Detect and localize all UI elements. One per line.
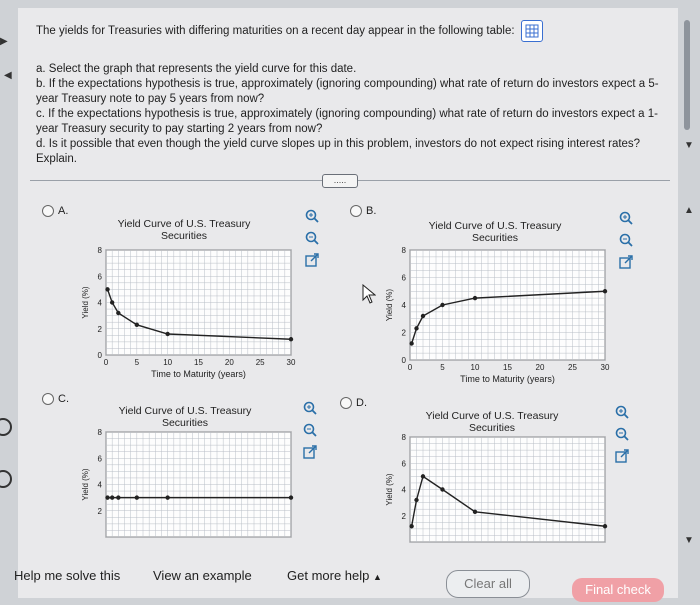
- view-example-link[interactable]: View an example: [153, 568, 252, 583]
- data-point: [289, 495, 293, 499]
- question-intro: The yields for Treasuries with differing maturities on a recent day appear in the following table:: [36, 24, 515, 37]
- data-point: [440, 303, 444, 307]
- y-tick-label: 6: [401, 273, 406, 283]
- data-point: [165, 332, 169, 336]
- zoom-in-icon[interactable]: [302, 400, 318, 416]
- question-part-d: d. Is it possible that even though the yield curve slopes up in this problem, investors do not expect rising interest rates? Explain.: [36, 138, 641, 165]
- data-point: [473, 296, 477, 300]
- chart-b-tools: [618, 210, 634, 270]
- zoom-in-icon[interactable]: [614, 404, 630, 420]
- data-point: [105, 495, 109, 499]
- data-point: [473, 510, 477, 514]
- chart-a-tools: [304, 208, 320, 268]
- scroll-up-icon[interactable]: ▲: [684, 205, 694, 216]
- y-axis-label: Yield (%): [385, 473, 394, 506]
- y-tick-label: 2: [97, 506, 102, 516]
- x-tick-label: 5: [134, 358, 140, 367]
- data-point: [135, 495, 139, 499]
- data-point: [165, 495, 169, 499]
- x-tick-label: 5: [440, 363, 445, 372]
- x-tick-label: 30: [600, 363, 610, 372]
- question-part-a: a. Select the graph that represents the yield curve for this date.: [36, 63, 357, 75]
- x-tick-label: 0: [103, 358, 109, 367]
- option-a-letter: A.: [58, 205, 69, 217]
- chevron-right-icon[interactable]: ▶: [0, 36, 8, 47]
- expand-button[interactable]: .....: [322, 174, 358, 188]
- radio-option-a[interactable]: [42, 205, 54, 217]
- zoom-in-icon[interactable]: [618, 210, 634, 226]
- chart-c-title: Yield Curve of U.S. Treasury Securities: [118, 405, 252, 429]
- y-tick-label: 2: [401, 328, 406, 338]
- help-me-solve-link[interactable]: Help me solve this: [14, 568, 121, 583]
- y-tick-label: 4: [401, 301, 406, 310]
- y-tick-label: 4: [97, 298, 102, 308]
- open-new-window-icon[interactable]: [304, 252, 320, 268]
- chart-b-title: Yield Curve of U.S. Treasury Securities: [428, 220, 562, 244]
- scroll-down-icon[interactable]: ▼: [684, 140, 694, 151]
- circle-icon: [0, 470, 12, 488]
- data-point: [110, 495, 114, 499]
- scroll-down-icon[interactable]: ▼: [684, 535, 694, 546]
- x-tick-label: 10: [163, 358, 173, 367]
- data-point: [289, 337, 293, 341]
- option-a[interactable]: [42, 205, 68, 217]
- zoom-in-icon[interactable]: [304, 208, 320, 224]
- y-tick-label: 8: [97, 246, 102, 255]
- x-tick-label: 15: [503, 363, 512, 372]
- x-axis-label: Time to Maturity (years): [460, 374, 555, 384]
- y-tick-label: 8: [401, 246, 406, 255]
- data-point: [105, 287, 109, 291]
- zoom-out-icon[interactable]: [304, 230, 320, 246]
- option-b[interactable]: [350, 205, 376, 217]
- x-tick-label: 30: [286, 358, 296, 367]
- x-tick-label: 20: [535, 363, 545, 372]
- zoom-out-icon[interactable]: [302, 422, 318, 438]
- data-point: [421, 474, 425, 478]
- y-tick-label: 0: [97, 351, 102, 360]
- option-c[interactable]: [42, 393, 69, 405]
- x-tick-label: 10: [470, 363, 480, 372]
- y-axis-label: Yield (%): [81, 286, 90, 319]
- option-d[interactable]: [340, 397, 367, 409]
- final-check-button[interactable]: Final check: [572, 578, 664, 602]
- zoom-out-icon[interactable]: [614, 426, 630, 442]
- y-tick-label: 6: [97, 454, 102, 464]
- option-d-letter: D.: [356, 397, 367, 409]
- question-part-b: b. If the expectations hypothesis is true, approximately (ignoring compounding) what rate of return do investors expect a 5-year Treasury note to pay 5 years from now?: [36, 78, 659, 105]
- chart-d-tools: [614, 404, 630, 464]
- y-tick-label: 0: [401, 356, 406, 365]
- table-icon[interactable]: [521, 20, 543, 42]
- y-tick-label: 4: [401, 485, 406, 495]
- y-tick-label: 2: [401, 511, 406, 521]
- y-tick-label: 2: [97, 324, 102, 334]
- question-part-c: c. If the expectations hypothesis is true, approximately (ignoring compounding) what rate of return do investors expect a 1-year Treasury security to pay starting 2 years from now?: [36, 108, 658, 135]
- zoom-out-icon[interactable]: [618, 232, 634, 248]
- y-tick-label: 6: [97, 272, 102, 282]
- data-point: [414, 498, 418, 502]
- scrollbar-thumb[interactable]: [684, 20, 690, 130]
- data-point: [603, 289, 607, 293]
- chevron-left-icon[interactable]: ◀: [4, 70, 12, 81]
- open-new-window-icon[interactable]: [618, 254, 634, 270]
- data-point: [421, 314, 425, 318]
- chart-d-title: Yield Curve of U.S. Treasury Securities: [425, 410, 559, 434]
- caret-up-icon: ▲: [373, 572, 382, 582]
- chart-c: [78, 430, 298, 540]
- x-tick-label: 15: [194, 358, 203, 367]
- chart-a: [78, 245, 298, 385]
- get-more-help-link[interactable]: [287, 568, 382, 583]
- clear-all-button[interactable]: Clear all: [446, 570, 530, 598]
- y-tick-label: 8: [401, 433, 406, 442]
- radio-option-c[interactable]: [42, 393, 54, 405]
- data-point: [116, 311, 120, 315]
- open-new-window-icon[interactable]: [302, 444, 318, 460]
- data-point: [440, 487, 444, 491]
- radio-option-d[interactable]: [340, 397, 352, 409]
- data-point: [409, 341, 413, 345]
- data-point: [603, 524, 607, 528]
- y-axis-label: Yield (%): [385, 288, 394, 322]
- y-tick-label: 8: [97, 428, 102, 437]
- chart-d: [382, 435, 612, 545]
- x-tick-label: 0: [407, 363, 413, 372]
- data-point: [409, 524, 413, 528]
- y-axis-label: Yield (%): [81, 468, 90, 501]
- chart-b: [382, 245, 612, 390]
- chart-a-title: Yield Curve of U.S. Treasury Securities: [117, 218, 251, 242]
- question-text: [36, 20, 666, 167]
- chart-c-tools: [302, 400, 318, 460]
- data-point: [135, 323, 139, 327]
- y-tick-label: 6: [401, 459, 406, 469]
- data-point: [116, 495, 120, 499]
- data-point: [110, 300, 114, 304]
- open-new-window-icon[interactable]: [614, 448, 630, 464]
- y-tick-label: 4: [97, 480, 102, 490]
- option-c-letter: C.: [58, 393, 69, 405]
- option-b-letter: B.: [366, 205, 377, 217]
- data-point: [414, 326, 418, 330]
- x-tick-label: 25: [568, 363, 577, 372]
- x-axis-label: Time to Maturity (years): [151, 369, 246, 379]
- radio-option-b[interactable]: [350, 205, 362, 217]
- get-more-help-label: Get more help: [287, 568, 370, 583]
- mouse-cursor-icon: [362, 284, 376, 304]
- circle-icon: [0, 418, 12, 436]
- x-tick-label: 20: [224, 358, 234, 367]
- x-tick-label: 25: [255, 358, 265, 367]
